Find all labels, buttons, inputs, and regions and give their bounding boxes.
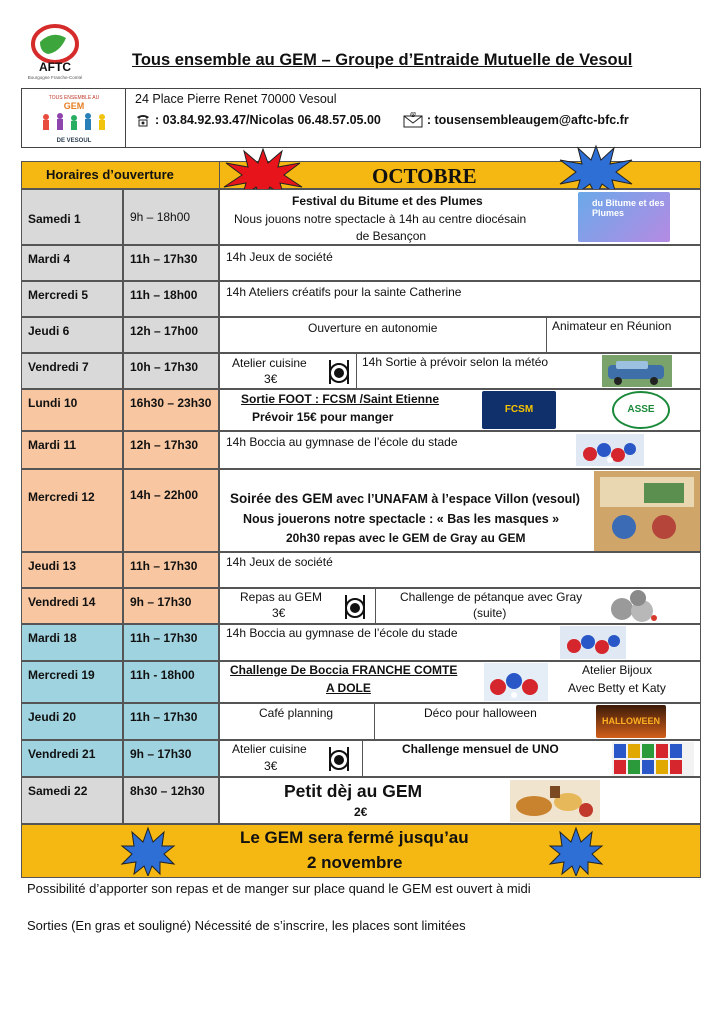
- day-label: Jeudi 13: [21, 552, 123, 588]
- gem-logo-top: TOUS ENSEMBLE AU: [48, 95, 100, 101]
- day-label: Mardi 11: [21, 431, 123, 469]
- blue-star-decoration: [120, 826, 176, 876]
- hours-label: 10h – 17h30: [123, 353, 219, 389]
- activity-cell: [219, 777, 701, 824]
- hours-label: 14h – 22h00: [123, 469, 219, 552]
- activity-cell: [219, 703, 701, 740]
- page-title: Tous ensemble au GEM – Groupe d’Entraide Mutuelle de Vesoul: [132, 51, 633, 69]
- activity-text-secondary: Atelier Bijoux: [582, 663, 653, 677]
- schedule-row: [21, 281, 701, 317]
- festival-poster: du Bitume et des Plumes: [578, 192, 670, 242]
- day-label: Samedi 1: [21, 189, 123, 245]
- aftc-logo: [26, 22, 84, 82]
- price-label: 3€: [264, 759, 278, 773]
- activity-text: de Besançon: [356, 229, 427, 243]
- day-label: Jeudi 20: [21, 703, 123, 740]
- activity-text-secondary: Challenge mensuel de UNO: [402, 742, 559, 756]
- breakfast-photo: [510, 780, 600, 822]
- activity-cell: [219, 353, 701, 389]
- hours-label: 9h – 17h30: [123, 588, 219, 624]
- schedule-row: [21, 740, 701, 777]
- activity-text: 14h Boccia au gymnase de l’école du stade: [226, 435, 458, 449]
- activity-text: 14h Jeux de société: [226, 250, 333, 264]
- activity-text: Atelier cuisine: [232, 742, 307, 756]
- schedule-row: [21, 588, 701, 624]
- fcsm-logo: FCSM: [482, 391, 556, 429]
- activity-text: Atelier cuisine: [232, 356, 307, 370]
- activity-cell: [219, 281, 701, 317]
- schedule-row: [21, 431, 701, 469]
- car-outing-photo: [602, 355, 672, 387]
- activity-cell: [219, 588, 701, 624]
- hours-label: 8h30 – 12h30: [123, 777, 219, 824]
- schedule-row: [21, 189, 701, 245]
- activity-title-bold: Soirée des GEM: [230, 491, 333, 506]
- schedule-row: [21, 317, 701, 353]
- price-label: 3€: [264, 372, 278, 386]
- plate-cutlery-icon: [328, 743, 350, 773]
- contact-line: [135, 112, 629, 128]
- activity-text: Café planning: [259, 706, 334, 720]
- day-label: Mercredi 19: [21, 661, 123, 703]
- activity-cell: [219, 317, 701, 353]
- day-label: Lundi 10: [21, 389, 123, 431]
- boccia-balls-photo: [560, 626, 626, 659]
- activity-text: Prévoir 15€ pour manger: [252, 410, 394, 424]
- activity-title: Festival du Bitume et des Plumes: [292, 194, 483, 208]
- hours-label: 9h – 17h30: [123, 740, 219, 777]
- opening-hours-label: Horaires d’ouverture: [46, 167, 174, 182]
- activity-text-secondary: Challenge de pétanque avec Gray: [400, 590, 583, 604]
- aftc-logo-text: AFTC: [39, 60, 71, 74]
- activity-title: [230, 491, 580, 506]
- asse-logo: ASSE: [612, 391, 670, 429]
- hours-label: 9h – 18h00: [123, 189, 219, 245]
- schedule-row: [21, 353, 701, 389]
- price-label: 2€: [354, 805, 368, 819]
- hours-label: 11h – 17h30: [123, 245, 219, 281]
- hours-label: 11h – 17h30: [123, 703, 219, 740]
- hours-label: 11h - 18h00: [123, 661, 219, 703]
- activity-text: Ouverture en autonomie: [308, 321, 438, 335]
- gem-logo-bottom: DE VESOUL: [56, 138, 92, 144]
- activity-text: 14h Jeux de société: [226, 555, 333, 569]
- activity-text-secondary: (suite): [473, 606, 507, 620]
- activity-text-secondary: Animateur en Réunion: [552, 319, 672, 333]
- activity-text: 14h Ateliers créatifs pour la sainte Catherine: [226, 285, 462, 299]
- schedule-row: [21, 703, 701, 740]
- activity-text: Nous jouerons notre spectacle : « Bas les masques »: [243, 512, 560, 526]
- address: 24 Place Pierre Renet 70000 Vesoul: [135, 92, 337, 106]
- plate-cutlery-icon: [344, 591, 366, 621]
- hours-label: 12h – 17h00: [123, 317, 219, 353]
- gem-logo: [22, 89, 126, 147]
- schedule-row: [21, 552, 701, 588]
- day-label: Vendredi 14: [21, 588, 123, 624]
- month-title: OCTOBRE: [372, 164, 477, 188]
- schedule-row: [21, 624, 701, 661]
- svg-text:@: @: [409, 112, 416, 118]
- schedule-row: [21, 661, 701, 703]
- gem-logo-middle: GEM: [63, 101, 85, 111]
- schedule-row: [21, 777, 701, 824]
- day-label: Mardi 18: [21, 624, 123, 661]
- plate-cutlery-icon: [328, 356, 350, 386]
- hours-label: 11h – 17h30: [123, 552, 219, 588]
- price-label: 3€: [272, 606, 286, 620]
- day-label: Mercredi 5: [21, 281, 123, 317]
- theatre-poster: [594, 471, 700, 551]
- activity-text-secondary: 14h Sortie à prévoir selon la météo: [362, 355, 549, 369]
- activity-cell: [219, 469, 701, 552]
- activity-title: Challenge De Boccia FRANCHE COMTE: [230, 663, 458, 677]
- activity-title: Sortie FOOT : FCSM /Saint Etienne: [241, 392, 440, 406]
- halloween-poster: HALLOWEEN: [596, 705, 666, 738]
- activity-cell: [219, 661, 701, 703]
- hours-label: 12h – 17h30: [123, 431, 219, 469]
- activity-text-secondary: Déco pour halloween: [424, 706, 537, 720]
- activity-title-rest: avec l’UNAFAM à l’espace Villon (vesoul): [332, 492, 580, 506]
- boccia-balls-photo: [484, 663, 548, 701]
- email-address: : tousensembleaugem@aftc-bfc.fr: [426, 113, 629, 127]
- activity-cell: [219, 245, 701, 281]
- activity-cell: [219, 624, 701, 661]
- phone-numbers: : 03.84.92.93.47/Nicolas 06.48.57.05.00: [155, 113, 381, 127]
- day-label: Samedi 22: [21, 777, 123, 824]
- closing-text: Le GEM sera fermé jusqu’au: [240, 828, 469, 847]
- uno-cards-photo: [612, 742, 694, 776]
- activity-text: 20h30 repas avec le GEM de Gray au GEM: [286, 531, 526, 545]
- day-label: Vendredi 7: [21, 353, 123, 389]
- telephone-icon: [135, 113, 151, 127]
- blue-star-decoration: [548, 826, 604, 876]
- footer-note: Possibilité d’apporter son repas et de manger sur place quand le GEM est ouvert à midi: [27, 881, 531, 896]
- activity-text-secondary: Avec Betty et Katy: [568, 681, 666, 695]
- closing-date: 2 novembre: [307, 853, 403, 872]
- day-label: Mardi 4: [21, 245, 123, 281]
- petanque-balls-photo: [608, 589, 660, 623]
- activity-cell: [219, 431, 701, 469]
- activity-text: 14h Boccia au gymnase de l’école du stade: [226, 626, 458, 640]
- hours-label: 16h30 – 23h30: [123, 389, 219, 431]
- activity-text: Repas au GEM: [240, 590, 323, 604]
- schedule-row: [21, 389, 701, 431]
- activity-text: Nous jouons notre spectacle à 14h au centre diocésain: [234, 212, 527, 226]
- activity-cell: [219, 740, 701, 777]
- boccia-balls-photo: [576, 434, 644, 466]
- activity-cell: [219, 552, 701, 588]
- activity-title: Petit dèj au GEM: [284, 781, 423, 801]
- aftc-logo-subtext: Bourgogne Franche-Comté: [27, 75, 83, 80]
- hours-label: 11h – 18h00: [123, 281, 219, 317]
- activity-cell: [219, 189, 701, 245]
- activity-cell: [219, 389, 701, 431]
- day-label: Jeudi 6: [21, 317, 123, 353]
- hours-label: 11h – 17h30: [123, 624, 219, 661]
- footer-note: Sorties (En gras et souligné) Nécessité de s’inscrire, les places sont limitées: [27, 918, 466, 933]
- activity-title: A DOLE: [326, 681, 371, 695]
- envelope-icon: [403, 112, 423, 128]
- day-label: Mercredi 12: [21, 469, 123, 552]
- day-label: Vendredi 21: [21, 740, 123, 777]
- schedule-row: [21, 469, 701, 552]
- schedule-row: [21, 245, 701, 281]
